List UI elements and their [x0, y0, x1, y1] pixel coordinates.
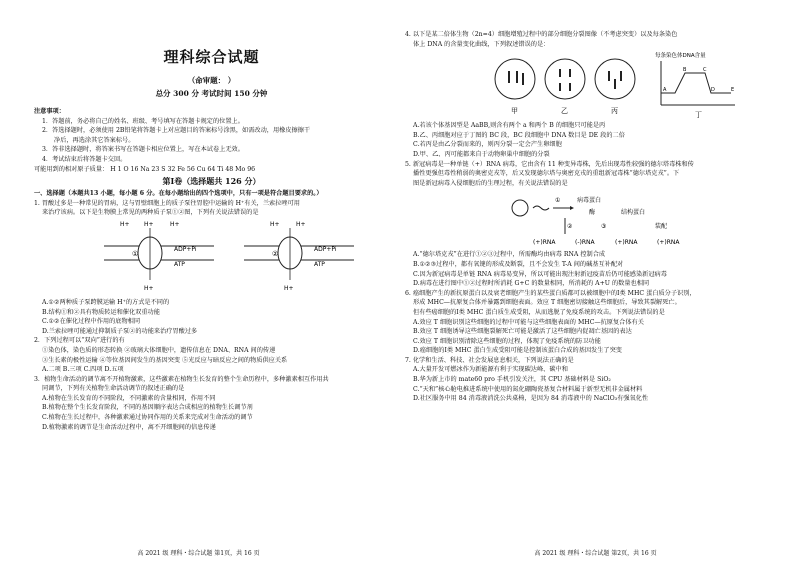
q4-opt-b: B.乙、丙细胞对应于丁图的 BC 段，BC 段细胞中 DNA 数目是 DE 段的二倍 — [413, 131, 625, 139]
svg-text:结构蛋白: 结构蛋白 — [621, 209, 646, 217]
virus-replication-diagram — [405, 188, 775, 250]
score-time: 总分 300 分 考试时间 150 分钟 — [155, 89, 268, 98]
svg-text:装配: 装配 — [655, 223, 668, 231]
svg-text:H+: H+ — [284, 284, 294, 292]
svg-text:H+: H+ — [144, 284, 154, 292]
svg-text:A: A — [663, 87, 667, 94]
q6-opt-d: D.癌细胞的I类 MHC 蛋白生成受阻可能是控制该蛋白合成的基因发生了突变 — [413, 347, 622, 355]
svg-text:B: B — [683, 67, 687, 74]
q7-opt-b: B.华为新上市的 mate60 pro 手机引发关注，其 CPU 基础材料是 SiO₂ — [413, 376, 611, 384]
q7-opt-c: C.“天和”核心舱电推进系统中使用的氮化硼陶瓷基复合材料属于新型无机非金属材料 — [413, 385, 643, 393]
svg-text:ADP+Pi: ADP+Pi — [174, 245, 197, 253]
svg-text:H+: H+ — [296, 220, 306, 228]
proposer-line: （命审题： ） — [187, 76, 236, 85]
proton-pump-diagram — [34, 218, 389, 298]
note-1: 1．答题前，务必将自己的姓名、班级、考号填写在答题卡规定的位置上。 — [42, 117, 244, 125]
svg-text:ATP: ATP — [174, 260, 185, 268]
q7-opt-a: A.大量开发可燃冰作为新能源有利于实现碳达峰、碳中和 — [413, 366, 568, 374]
svg-text:酶: 酶 — [589, 209, 596, 217]
q5-line-2: 播性更强但毒性稍弱的奥密克戎等，后又发现德尔塔与奥密克戎的重组新冠毒株“德尔塔克戎”。下 — [413, 170, 680, 178]
section-heading: 第Ⅰ卷（选择题共 126 分） — [162, 176, 261, 187]
svg-text:①: ① — [555, 197, 561, 205]
q5-line-3: 图是新冠病毒入侵细胞后的生理过程，有关说法错误的是 — [413, 179, 568, 187]
svg-text:①: ① — [132, 249, 139, 258]
q7-opt-d: D.社区服务中用 84 消毒液消洗公共桌椅，是因为 84 消毒液中的 NaClO₃有强氧化性 — [413, 395, 649, 403]
svg-text:ADP+Pi: ADP+Pi — [314, 245, 337, 253]
svg-text:乙: 乙 — [561, 107, 568, 116]
q4-line-2: 体上 DNA 的含量变化曲线，下列叙述错误的是： — [413, 40, 550, 48]
svg-text:③: ③ — [601, 223, 607, 231]
svg-text:H+: H+ — [144, 220, 154, 228]
q1-opt-a: A.①②两种质子泵跨膜运输 H⁺的方式是不同的 — [42, 298, 170, 306]
q1-line-2: 来治疗该病。以下是生物膜上常见的两种质子泵①②图，下列有关说法错误的是 — [42, 209, 259, 217]
atomic-masses: 可能用到的相对原子质量： H 1 O 16 Na 23 S 32 Fe 56 Cu 64 Ti 48 Mo 96 — [34, 165, 256, 173]
svg-text:H+: H+ — [270, 220, 280, 228]
q5-opt-c: C.因为新冠病毒是单链 RNA 病毒易变异，所以可能出现注射新冠疫苗后仍可能感染新冠病毒 — [413, 270, 667, 278]
q2-item-2: ③生长素的极性运输 ④等位基因间发生的基因突变 ⑤光反应与暗反应之间的物质供应关系 — [42, 356, 288, 364]
cell-division-diagram — [405, 49, 775, 121]
q1-line-1: 1. 胃酸过多是一种常见的胃病，这与胃壁细胞上的质子泵往胃腔中运输的 H⁺有关，兰索拉唑可用 — [34, 199, 300, 207]
svg-text:H+: H+ — [120, 220, 130, 228]
q1-figure — [34, 218, 389, 298]
q2-opts: A.二项 B.三项 C.四项 D.五项 — [42, 366, 124, 374]
q5-line-1: 5. 新冠病毒是一种单链（+）RNA 病毒，它由含有 11 种变异毒株，先后出现毒性较强的德尔塔毒株和传 — [405, 160, 694, 168]
exam-title: 理科综合试题 — [163, 48, 260, 66]
q1-opt-d: D.兰索拉唑可能通过抑制质子泵②的功能来治疗胃酸过多 — [42, 327, 198, 335]
svg-text:丙: 丙 — [611, 107, 618, 116]
q2-stem: 2．下列过程可以“双向”进行的有 — [34, 337, 125, 345]
q6-opt-a: A.效应 T 细胞识别这些细胞的过程中可能与这些细胞表面的 MHC—抗原复合体有关 — [413, 318, 644, 326]
q1-opt-b: B.结构①和②具有物质转运和催化双重功能 — [42, 308, 160, 316]
svg-text:每条染色体DNA含量: 每条染色体DNA含量 — [655, 53, 706, 60]
svg-text:(+)RNA: (+)RNA — [615, 239, 638, 247]
note-3: 3．答非选择题时，将答案书写在答题卡相应位置上，写在本试卷上无效。 — [42, 146, 244, 154]
note-2-cont: 净后，再选涂其它答案标号。 — [54, 136, 135, 144]
q5-opt-d: D.病毒在进行图中①②过程时所消耗 G+C 的数量相同，所消耗的 A+U 的数量也相同 — [413, 280, 650, 288]
svg-text:E: E — [731, 87, 735, 94]
svg-text:丁: 丁 — [695, 111, 702, 120]
q5-figure — [405, 188, 780, 250]
q3-opt-b: B.植物在整个生长发育阶段，不同的基因顺序表达合成相应的植物生长调节剂 — [42, 404, 253, 412]
note-2: 2．答选择题时，必须使用 2B铅笔将答题卡上对应题目的答案标号涂黑，如需改动，用橡皮擦擦干 — [42, 127, 311, 135]
q3-opt-a: A.植物在生长发育的不同阶段，不同激素的含量相同，作用不同 — [42, 394, 216, 402]
q2-item-1: ①染色体，染色质的形态转换 ②玻璃大体细胞中，遗传信息在 DNA、RNA 间的传递 — [42, 346, 276, 354]
svg-text:(+)RNA: (+)RNA — [657, 239, 680, 247]
page-right — [397, 0, 794, 561]
q1-opt-c: C.①②在催化过程中作用的底物相同 — [42, 318, 141, 326]
svg-text:H+: H+ — [170, 220, 180, 228]
q6-opt-c: C.效应 T 细胞识别清除这些细胞的过程，体现了免疫系统的防卫功能 — [413, 337, 601, 345]
q4-line-1: 4. 以下是某二倍体生物（2n=4）细胞增殖过程中的部分细胞分裂图像（不考虑突变）以及每条染色 — [405, 31, 678, 38]
svg-text:ATP: ATP — [314, 260, 325, 268]
page-footer-right: 高 2021 级 理科・综合试题 第2页，共 16 页 — [534, 550, 657, 557]
svg-text:(+)RNA: (+)RNA — [533, 239, 556, 247]
svg-text:(-)RNA: (-)RNA — [575, 239, 595, 247]
q6-line-2: 形成 MHC—抗原复合体并暴露到细胞表面。效应 T 细胞密切接触这些细胞后，导致其裂解死亡。 — [413, 299, 681, 307]
q6-opt-b: B.效应 T 细胞诱导这些细胞裂解死亡可能是激活了这些细胞内促凋亡基因的表达 — [413, 328, 632, 336]
svg-text:②: ② — [272, 249, 279, 258]
q7-stem: 7. 化学和生活、科技、社会发展息息相关，下列说法正确的是 — [405, 356, 574, 364]
part1-heading: 一、选择题（本题共13 小题，每小题 6 分。在每小题给出的四个选项中，只有一项是符合题目要求的。） — [34, 190, 323, 198]
svg-text:C: C — [703, 67, 707, 74]
note-4: 4．考试结束后将答题卡交回。 — [42, 155, 127, 163]
q4-figure — [405, 49, 780, 121]
q4-opt-a: A.若该个体基因型是 AaBB,则含有两个 a 和两个 B 的细胞只可能是丙 — [413, 122, 606, 130]
q6-line-1: 6. 癌细胞产生的新抗原蛋白以及衰老细胞产生的某些蛋白质都可以被细胞中的I类 MHC 蛋白质分子识别， — [405, 289, 696, 297]
svg-text:病毒蛋白: 病毒蛋白 — [577, 197, 602, 205]
q5-opt-b: B.①②③过程中，都有氧键的形成及断裂，且不会发生 T-A 间的碱基互补配对 — [413, 260, 624, 268]
q3-line-1: 3．植物生命活动的调节离不开植物激素，这些激素在植物生长发育的整个生命历程中，多种激素相互作用共 — [34, 375, 329, 383]
q3-line-2: 同调节，下列有关植物生命活动调节的叙述正确的是 — [42, 385, 185, 393]
q4-opt-d: D.甲、乙、丙可能都来自于动物卵巢中细胞的分裂 — [413, 150, 550, 158]
q3-opt-c: C.植物在生长过程中，各种激素通过协同作用的关系来完成对生命活动的调节 — [42, 414, 253, 422]
svg-text:甲: 甲 — [511, 107, 518, 116]
svg-text:D: D — [711, 87, 715, 94]
notes-heading: 注意事项： — [34, 108, 65, 115]
q4-opt-c: C.若丙是由乙分裂而来的，则丙分裂一定会产生卵细胞 — [413, 141, 562, 149]
q3-opt-d: D.植物激素的调节是生命活动过程中，离不开细胞间的信息传递 — [42, 423, 216, 431]
q5-opt-a: A.“德尔塔克戎”在进行①②③过程中，所需酶均由病毒 RNA 控制合成 — [413, 251, 606, 259]
svg-text:②: ② — [567, 223, 573, 231]
page-footer-left: 高 2021 级 理科・综合试题 第1页，共 16 页 — [137, 550, 260, 557]
q6-line-3: 但有些癌细胞的I类 MHC 蛋白质生成受阻，从而逃脱了免疫系统的攻击。下列说法错误的是 — [413, 308, 665, 316]
